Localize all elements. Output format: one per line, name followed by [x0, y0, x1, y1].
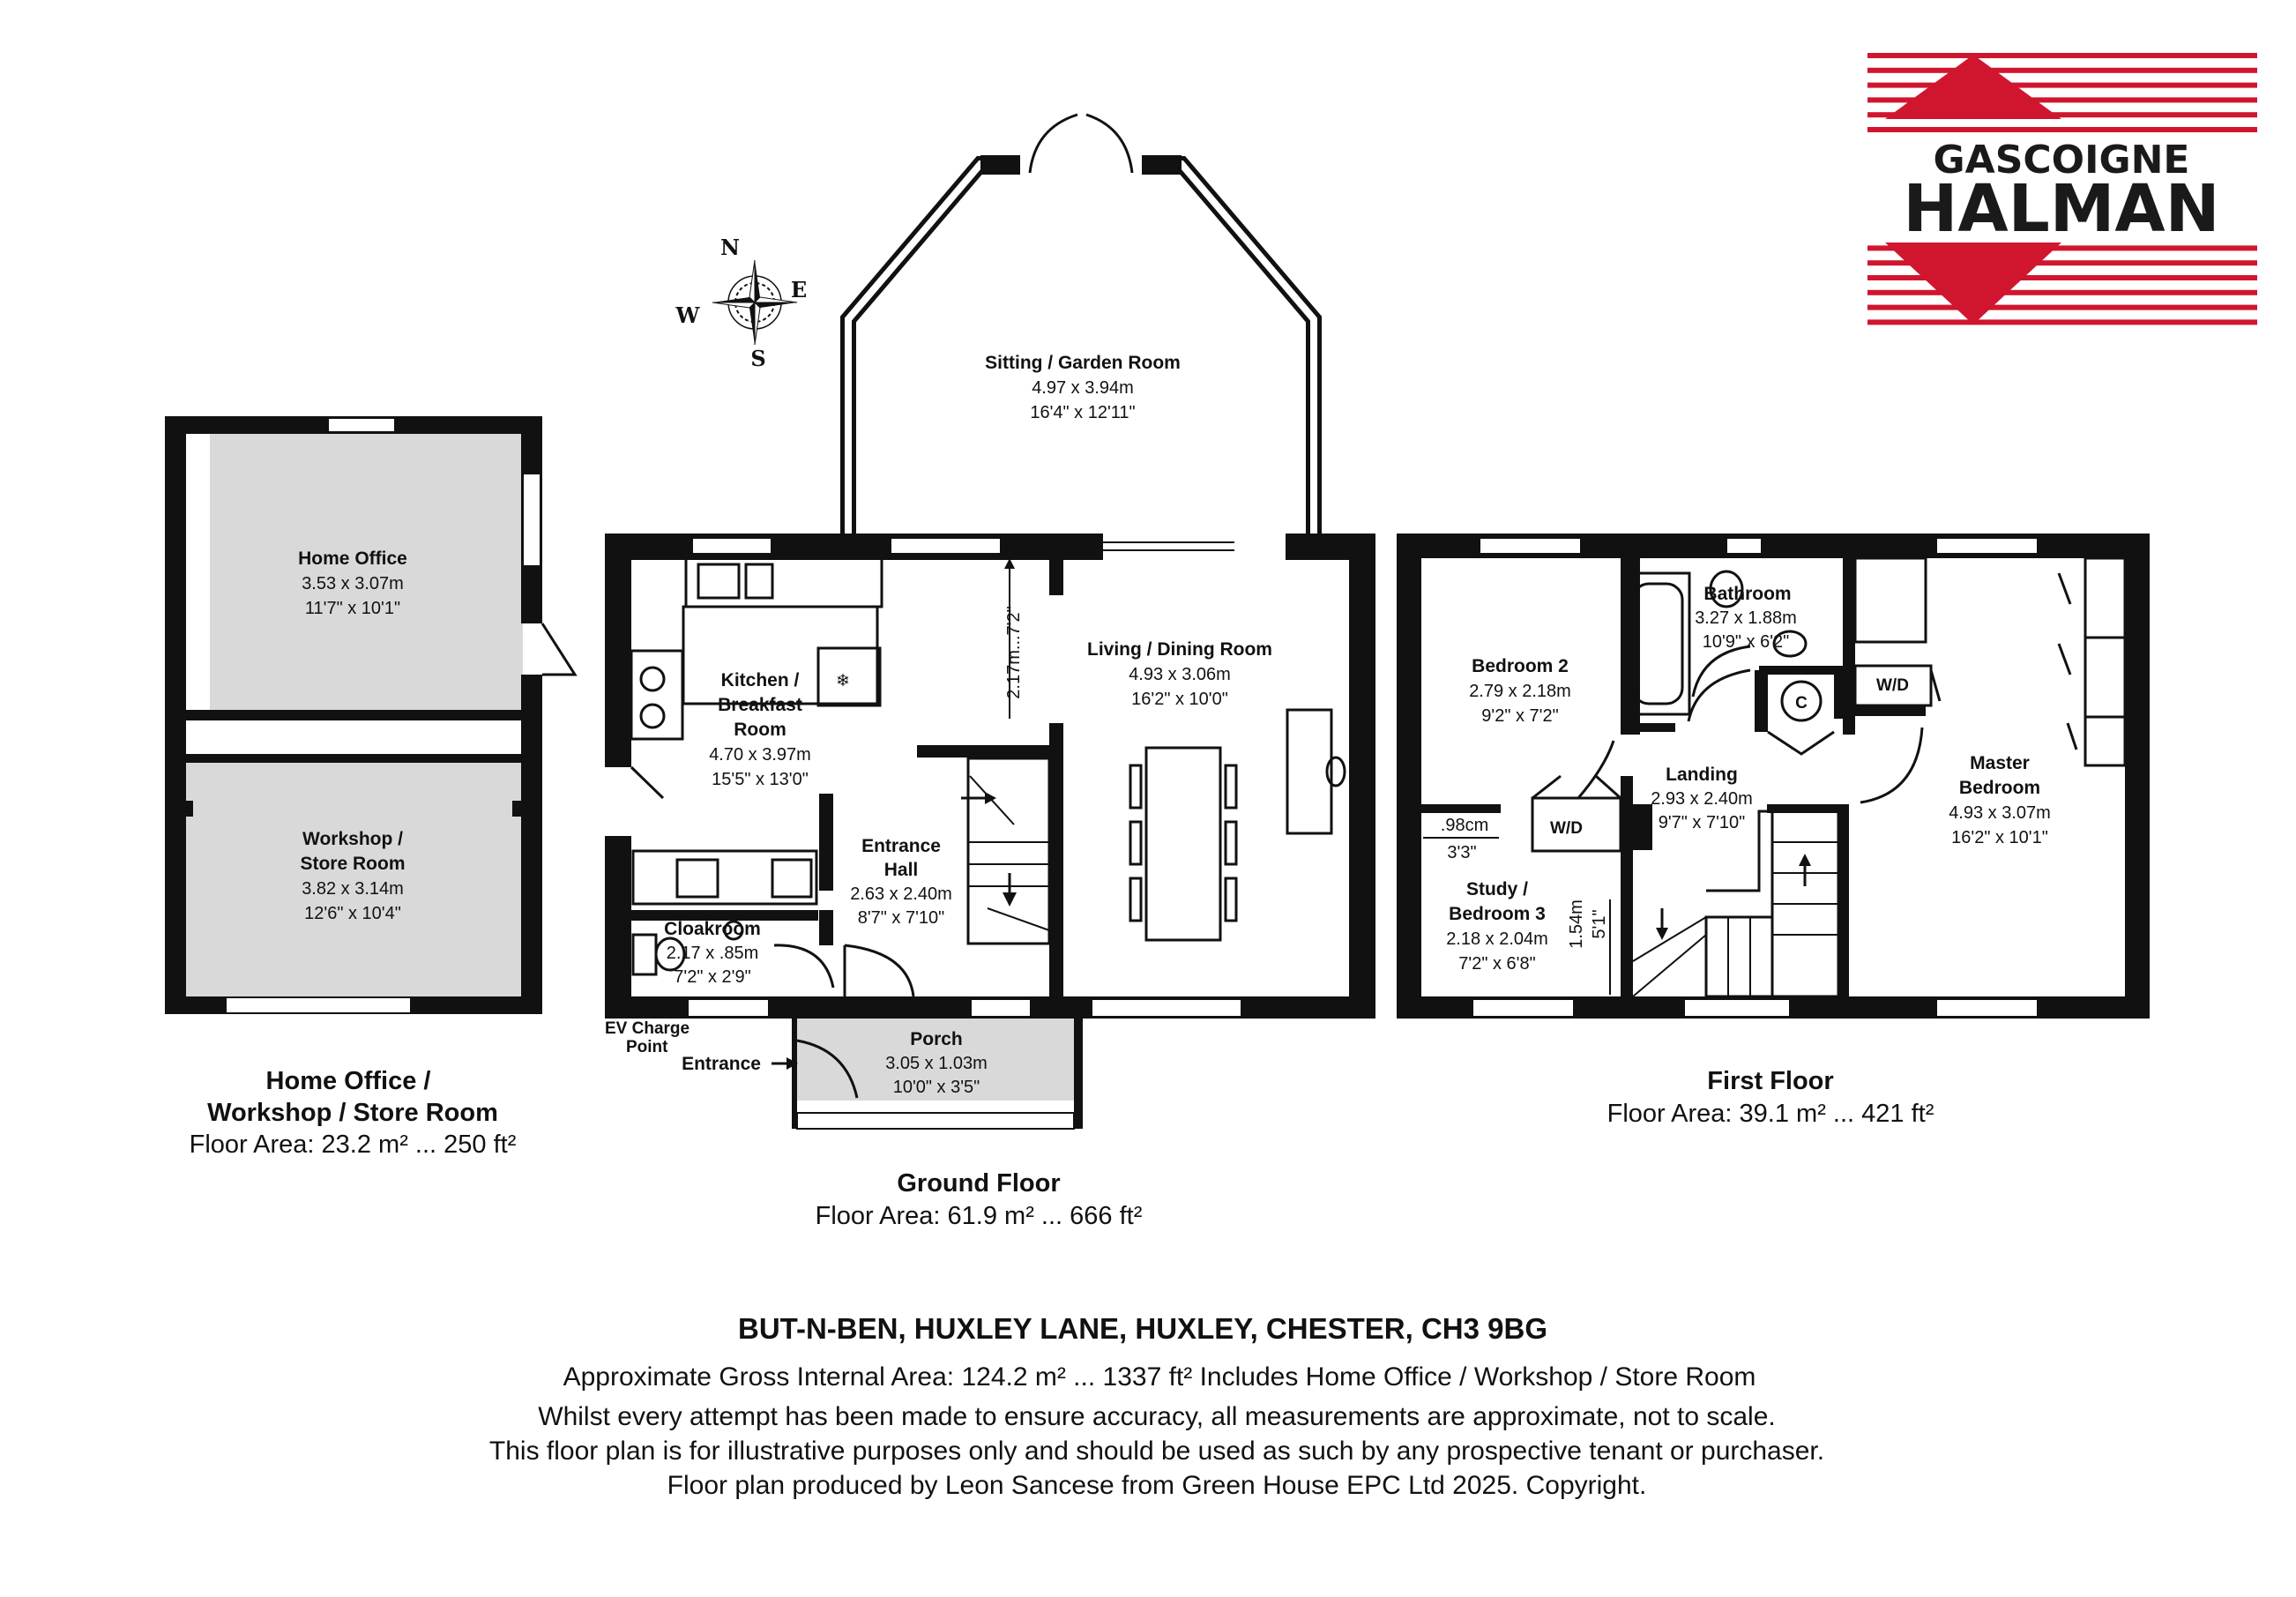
study-recess-imperial: 3'3" — [1447, 843, 1477, 862]
study-metric: 2.18 x 2.04m — [1446, 929, 1548, 949]
first-floor-plan — [1397, 534, 2150, 1128]
cloakroom-name: Cloakroom — [664, 919, 761, 939]
compass-icon — [675, 235, 808, 371]
logo-stripe — [1867, 305, 2257, 310]
credit-line: Floor plan produced by Leon Sancese from Green House EPC Ltd 2025. Copyright. — [667, 1471, 1647, 1500]
landing-wd-label: W/D — [1550, 819, 1583, 838]
bathroom-imperial: 10'9" x 6'2" — [1702, 632, 1790, 652]
ground-floor-plan — [605, 115, 1375, 1230]
landing-name: Landing — [1666, 765, 1738, 785]
ev-charge-label-2: Point — [626, 1038, 668, 1056]
first-floor-title: First Floor — [1707, 1067, 1834, 1095]
sitting-name: Sitting / Garden Room — [985, 353, 1181, 373]
logo-stripe — [1867, 319, 2257, 325]
cloakroom-imperial: 7'2" x 2'9" — [674, 967, 751, 987]
home-office-metric: 3.53 x 3.07m — [302, 574, 404, 593]
disclaimer-line-1: Whilst every attempt has been made to ensure accuracy, all measurements are approximate, not to scale. — [538, 1402, 1776, 1431]
disclaimer-line-2: This floor plan is for illustrative purposes only and should be used as such by any prospective tenant or purchaser. — [488, 1437, 1825, 1466]
home-office-floor — [210, 434, 523, 710]
hall-ceiling-height: 2.17m...7'2" — [1004, 606, 1024, 699]
hall-name-2: Hall — [883, 860, 919, 880]
logo-line-1: GASCOIGNE — [1933, 138, 2190, 183]
living-name: Living / Dining Room — [1087, 639, 1272, 660]
logo-diamond-bottom — [1885, 243, 2061, 325]
logo-line-2: HALMAN — [1903, 171, 2220, 247]
logo-stripe — [1867, 83, 2257, 88]
workshop-imperial: 12'6" x 10'4" — [304, 904, 401, 923]
shower — [1855, 558, 1926, 642]
sitting-metric: 4.97 x 3.94m — [1032, 378, 1134, 398]
bathroom-name: Bathroom — [1703, 584, 1792, 604]
master-name-2: Bedroom — [1958, 778, 2041, 798]
logo-stripe — [1867, 290, 2257, 295]
logo-stripe — [1867, 68, 2257, 73]
study-name-1: Study / — [1465, 879, 1529, 899]
property-address: BUT-N-BEN, HUXLEY LANE, HUXLEY, CHESTER, CH3 9BG — [737, 1312, 1548, 1345]
first-floor-stairs — [1633, 811, 1838, 996]
ground-floor-title: Ground Floor — [897, 1169, 1061, 1198]
home-office-imperial: 11'7" x 10'1" — [304, 599, 401, 618]
landing-metric: 2.93 x 2.40m — [1651, 789, 1753, 809]
kitchen-name-1: Kitchen / — [720, 670, 800, 690]
compass-s: S — [750, 346, 766, 371]
outbuilding-plan — [165, 416, 575, 1159]
master-wd-label: W/D — [1876, 676, 1909, 695]
gascoigne-halman-logo — [1867, 53, 2257, 325]
compass-e: E — [790, 277, 808, 302]
kitchen-imperial: 15'5" x 13'0" — [712, 770, 809, 789]
study-name-2: Bedroom 3 — [1449, 904, 1546, 924]
master-name-1: Master — [1970, 753, 2030, 773]
sitting-imperial: 16'4" x 12'11" — [1030, 403, 1136, 422]
cloakroom-metric: 2.17 x .85m — [666, 944, 759, 963]
snowflake-icon: ❄ — [836, 672, 850, 690]
porch-metric: 3.05 x 1.03m — [885, 1054, 988, 1073]
master-imperial: 16'2" x 10'1" — [1951, 828, 2048, 847]
gross-area: Approximate Gross Internal Area: 124.2 m² ... 1337 ft² Includes Home Office / Workshop / Store Room — [563, 1362, 1756, 1392]
bedroom2-imperial: 9'2" x 7'2" — [1481, 706, 1559, 726]
hall-metric: 2.63 x 2.40m — [850, 884, 952, 904]
kitchen-name-3: Room — [734, 720, 786, 740]
kitchen-name-2: Breakfast — [718, 695, 802, 715]
garden-room-walls — [848, 115, 1314, 534]
compass-n: N — [720, 235, 740, 260]
study-imperial: 7'2" x 6'8" — [1458, 954, 1536, 974]
living-metric: 4.93 x 3.06m — [1129, 665, 1231, 684]
logo-stripe — [1867, 53, 2257, 58]
outbuilding-title-2: Workshop / Store Room — [207, 1099, 498, 1127]
compass-w: W — [675, 302, 700, 328]
workshop-metric: 3.82 x 3.14m — [302, 879, 404, 899]
bedroom2-name: Bedroom 2 — [1472, 656, 1569, 676]
hall-imperial: 8'7" x 7'10" — [857, 908, 945, 928]
landing-imperial: 9'7" x 7'10" — [1658, 813, 1746, 832]
dining-table — [1130, 710, 1345, 940]
study-height-imperial: 5'1" — [1590, 909, 1609, 939]
ground-floor-stairs — [961, 758, 1049, 944]
porch-imperial: 10'0" x 3'5" — [892, 1078, 980, 1097]
ground-floor-area: Floor Area: 61.9 m² ... 666 ft² — [815, 1202, 1143, 1230]
home-office-name: Home Office — [298, 549, 407, 569]
kitchen-metric: 4.70 x 3.97m — [709, 745, 811, 765]
study-recess-metric: .98cm — [1440, 816, 1489, 835]
outbuilding-title-1: Home Office / — [265, 1067, 431, 1095]
study-height-metric: 1.54m — [1567, 899, 1586, 949]
outbuilding-area: Floor Area: 23.2 m² ... 250 ft² — [189, 1131, 517, 1159]
footer — [489, 1312, 1824, 1500]
french-doors — [1030, 115, 1132, 173]
entrance-label: Entrance — [682, 1054, 761, 1074]
cupboard-label: C — [1795, 694, 1808, 713]
outbuilding-door — [542, 623, 575, 675]
living-imperial: 16'2" x 10'0" — [1131, 690, 1228, 709]
workshop-name-2: Store Room — [300, 854, 406, 874]
ev-charge-label-1: EV Charge — [605, 1019, 690, 1038]
bathroom-metric: 3.27 x 1.88m — [1695, 608, 1797, 628]
hall-name-1: Entrance — [861, 836, 941, 856]
porch-name: Porch — [910, 1029, 963, 1049]
master-metric: 4.93 x 3.07m — [1949, 803, 2051, 823]
logo-stripe — [1867, 127, 2257, 132]
workshop-name-1: Workshop / — [302, 829, 403, 849]
first-floor-area: Floor Area: 39.1 m² ... 421 ft² — [1606, 1100, 1934, 1128]
bedroom2-metric: 2.79 x 2.18m — [1469, 682, 1571, 701]
